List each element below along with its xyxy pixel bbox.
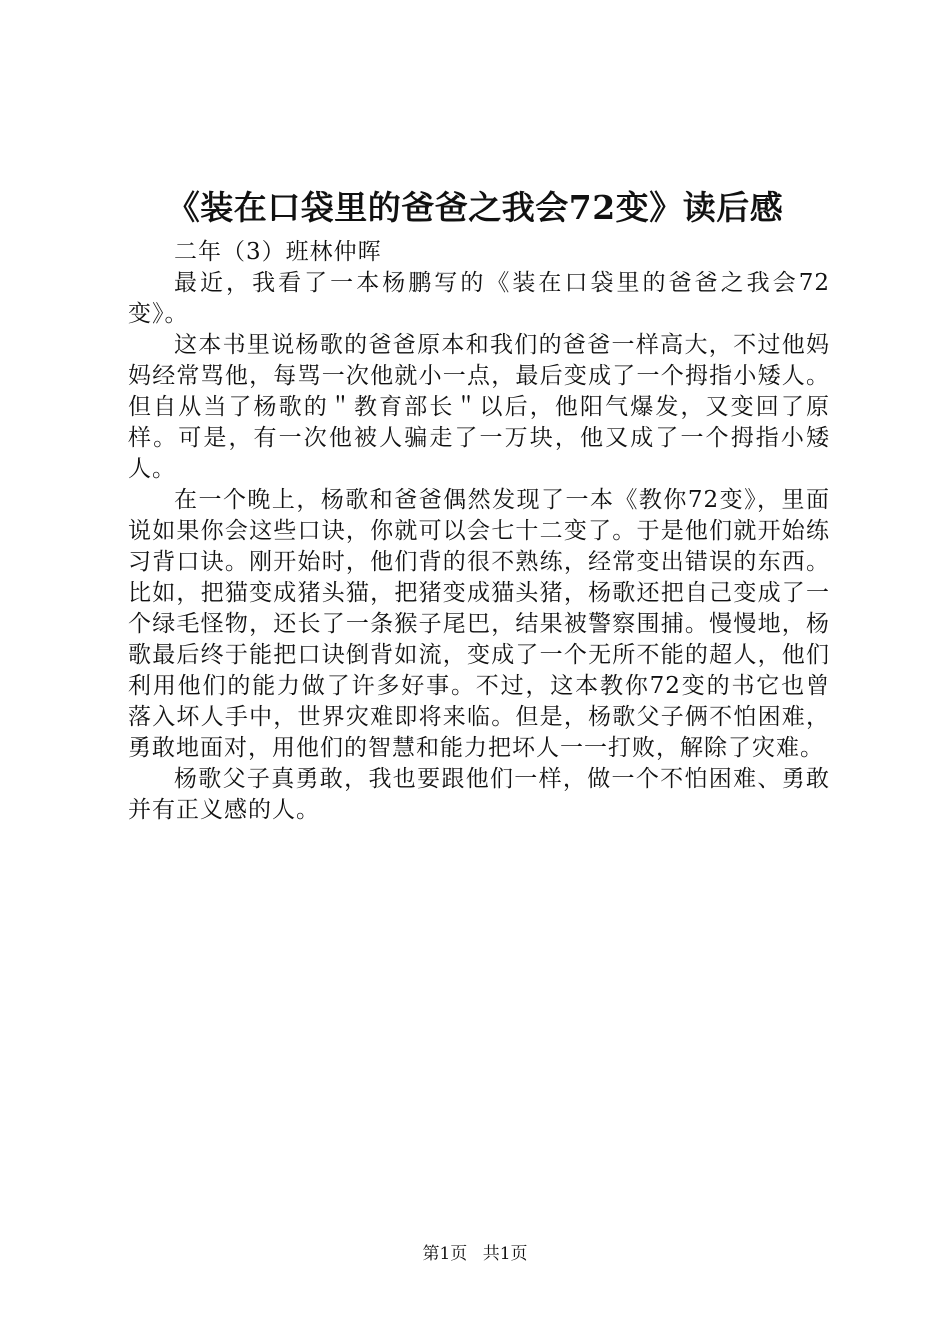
paragraph-4: 杨歌父子真勇敢，我也要跟他们一样，做一个不怕困难、勇敢并有正义感的人。 bbox=[128, 766, 830, 823]
document-body bbox=[128, 237, 830, 826]
page-footer bbox=[0, 1243, 950, 1265]
paragraph-2: 这本书里说杨歌的爸爸原本和我们的爸爸一样高大，不过他妈妈经常骂他，每骂一次他就小一点，最后变成了一个拇指小矮人。但自从当了杨歌的＂教育部长＂以后，他阳气爆发，又变回了原样。可是，有一次他被人骗走了一万块，他又成了一个拇指小矮人。 bbox=[128, 332, 830, 482]
page-title: 《装在口袋里的爸爸之我会72变》读后感 bbox=[166, 188, 784, 227]
paragraph-1: 最近，我看了一本杨鹏写的《装在口袋里的爸爸之我会72变》。 bbox=[128, 270, 830, 327]
paragraph-3: 在一个晚上，杨歌和爸爸偶然发现了一本《教你72变》，里面说如果你会这些口诀，你就可以会七十二变了。于是他们就开始练习背口诀。刚开始时，他们背的很不熟练，经常变出错误的东西。比如，把猫变成猪头猫，把猪变成猫头猪，杨歌还把自己变成了一个绿毛怪物，还长了一条猴子尾巴，结果被警察围捕。慢慢地，杨歌最后终于能把口诀倒背如流，变成了一个无所不能的超人，他们利用他们的能力做了许多好事。不过，这本教你72变的书它也曾落入坏人手中，世界灾难即将来临。但是，杨歌父子俩不怕困难，勇敢地面对，用他们的智慧和能力把坏人一一打败，解除了灾难。 bbox=[128, 487, 830, 761]
author-line: 二年（3）班林仲晖 bbox=[174, 239, 382, 265]
page-total: 共1页 bbox=[482, 1244, 528, 1264]
page-number: 第1页 bbox=[422, 1244, 468, 1264]
